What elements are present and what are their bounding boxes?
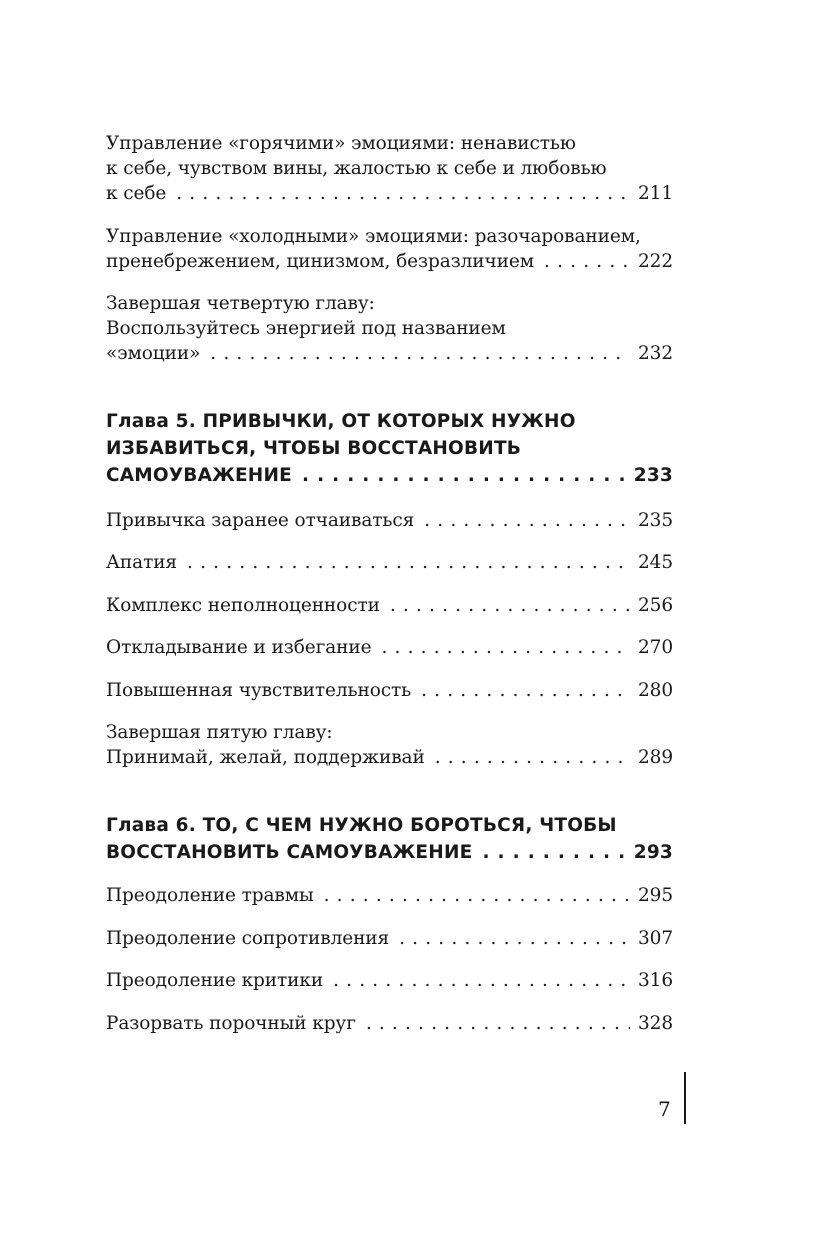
dot-leader [333,968,630,993]
entry-title-line: Преодоление сопротивления [106,928,390,949]
dot-leader [366,1011,630,1036]
entry-title-line: «эмоции» [106,343,201,364]
entry-title-line: Управление «холодными» эмоциями: разочарованием, [106,226,641,247]
toc-entry[interactable] [106,291,673,366]
page-number: 232 [637,343,673,364]
chapter-title-line: Глава 5. ПРИВЫЧКИ, ОТ КОТОРЫХ НУЖНО [106,411,576,432]
toc-entry[interactable] [106,508,673,533]
dot-leader [210,341,630,366]
page-number: 235 [637,510,673,531]
page-number: 280 [637,680,673,701]
entry-title-line: Преодоление критики [106,970,324,991]
toc-entry[interactable] [106,678,673,703]
chapter-title-line: ВОССТАНОВИТЬ САМОУВАЖЕНИЕ [106,842,473,863]
toc-entry[interactable] [106,968,673,993]
page-number: 289 [637,747,673,768]
dot-leader [324,883,630,908]
page-number-folio: 7 [658,1097,671,1121]
dot-leader [424,508,630,533]
entry-title-line: пренебрежением, цинизмом, безразличием [106,251,535,272]
dot-leader [399,926,630,951]
dot-leader [381,635,630,660]
page-number: 222 [637,251,673,272]
toc-entry[interactable] [106,224,673,274]
entry-title-line: Завершая пятую главу: [106,722,333,743]
entry-title-line: Завершая четвертую главу: [106,293,375,314]
entry-title-line: Повышенная чувствительность [106,680,412,701]
entry-title-line: к себе [106,183,167,204]
dot-leader [544,249,630,274]
page-number: 256 [637,595,673,616]
toc-entry[interactable] [106,550,673,575]
entry-title-line: Преодоление травмы [106,885,314,906]
entry-title-line: к себе, чувством вины, жалостью к себе и любовью [106,158,607,179]
entry-title-line: Управление «горячими» эмоциями: ненавистью [106,133,576,154]
toc-entry[interactable] [106,926,673,951]
entry-title-line: Воспользуйтесь энергией под названием [106,318,506,339]
chapter-heading[interactable] [106,408,673,489]
dot-leader [302,462,626,489]
page-number: 245 [637,552,673,573]
entry-title-line: Принимай, желай, поддерживай [106,747,425,768]
page-number: 270 [637,637,673,658]
toc-entry[interactable] [106,1011,673,1036]
page-number: 316 [637,970,673,991]
page-number: 293 [633,842,673,863]
entry-title-line: Разорвать порочный круг [106,1013,356,1034]
page-number: 307 [637,928,673,949]
chapter-title-line: ИЗБАВИТЬСЯ, ЧТОБЫ ВОССТАНОВИТЬ [106,438,522,459]
chapter-title-line: САМОУВАЖЕНИЕ [106,465,292,486]
entry-title-line: Привычка заранее отчаиваться [106,510,415,531]
page-number: 211 [637,183,673,204]
dot-leader [421,678,630,703]
toc-entry[interactable] [106,720,673,770]
dot-leader [176,181,630,206]
page-number: 233 [633,465,673,486]
entry-title-line: Апатия [106,552,178,573]
toc-entry[interactable] [106,635,673,660]
toc-entry[interactable] [106,593,673,618]
toc-entry[interactable] [106,131,673,206]
chapter-title-line: Глава 6. ТО, С ЧЕМ НУЖНО БОРОТЬСЯ, ЧТОБЫ [106,815,617,836]
dot-leader [435,745,630,770]
dot-leader [390,593,630,618]
dot-leader [482,839,625,866]
toc-entry[interactable] [106,883,673,908]
folio-rule [684,1072,686,1124]
entry-title-line: Комплекс неполноценности [106,595,380,616]
page-number: 295 [637,885,673,906]
chapter-heading[interactable] [106,812,673,866]
page-number: 328 [637,1013,673,1034]
dot-leader [187,550,630,575]
entry-title-line: Откладывание и избегание [106,637,372,658]
